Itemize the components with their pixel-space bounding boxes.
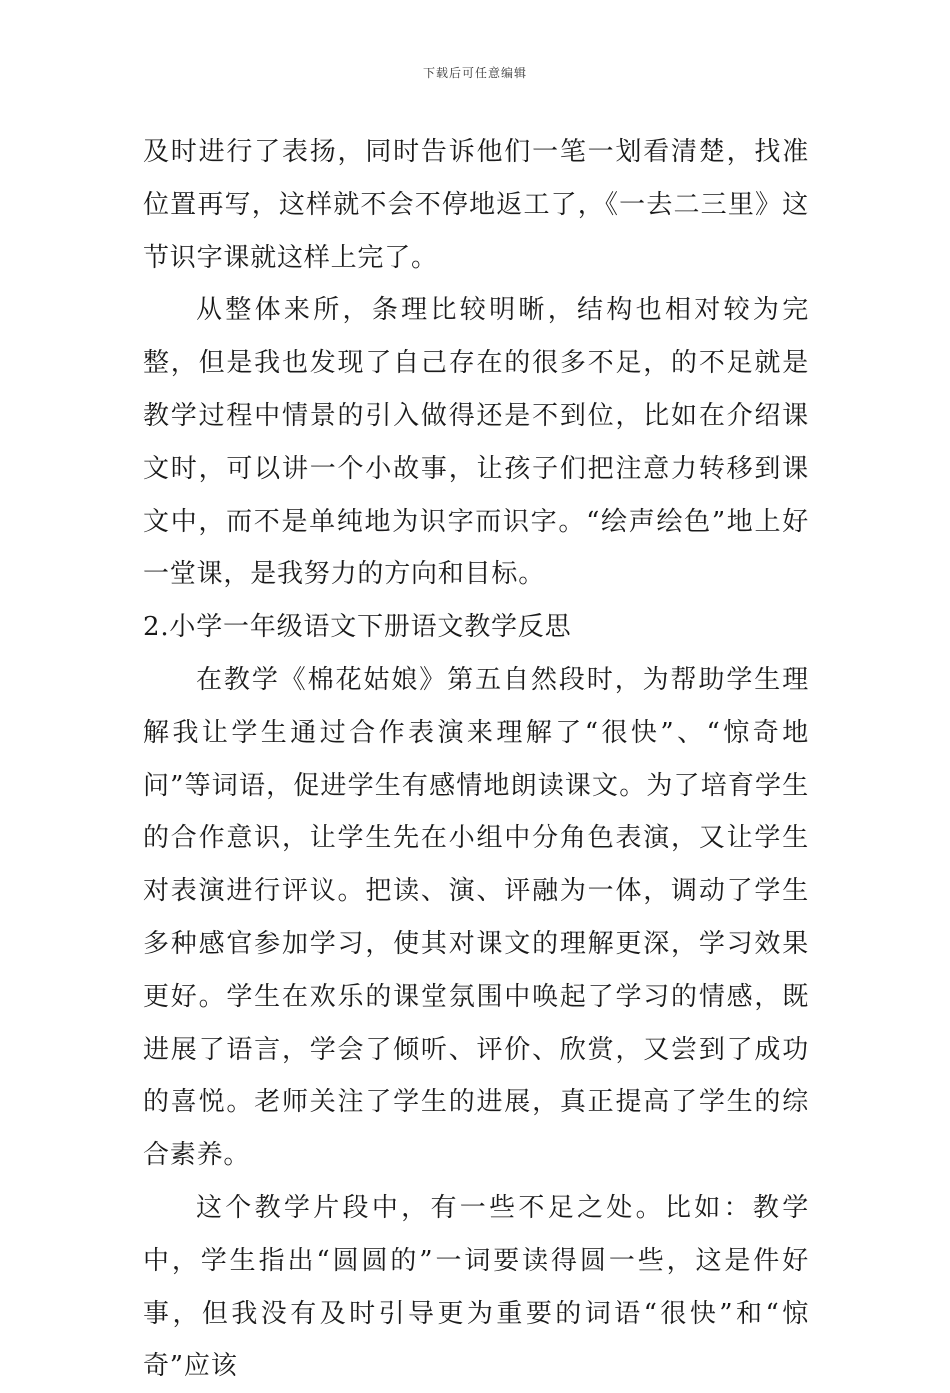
paragraph-teaching-example: 在教学《棉花姑娘》第五自然段时，为帮助学生理解我让学生通过合作表演来理解了“很快”、“惊奇地问”等词语，促进学生有感情地朗读课文。为了培育学生的合作意识，让学生先在小组中分角色表演，又让学生对表演进行评议。把读、演、评融为一体，调动了学生多种感官参加学习，使其对课文的理解更深，学习效果更好。学生在欢乐的课堂氛围中唤起了学习的情感，既进展了语言，学会了倾听、评价、欣赏，又尝到了成功的喜悦。老师关注了学生的进展，真正提高了学生的综合素养。 [143,664,809,1171]
page-header: 下载后可任意编辑 [422,66,527,80]
paragraph-continuation: 及时进行了表扬，同时告诉他们一笔一划看清楚，找准位置再写，这样就不会不停地返工了，《一去二三里》这节识字课就这样上完了。 [143,137,809,273]
paragraph-reflection-summary: 从整体来所，条理比较明晰，结构也相对较为完整，但是我也发现了自己存在的很多不足，的不足就是教学过程中情景的引入做得还是不到位，比如在介绍课文时，可以讲一个小故事，让孩子们把注意力转移到课文中，而不是单纯地为识字而识字。“绘声绘色”地上好一堂课，是我努力的方向和目标。 [143,295,809,590]
section-heading: 2.小学一年级语文下册语文教学反思 [143,612,572,643]
document-body [143,126,809,1393]
paragraph-shortcomings: 这个教学片段中，有一些不足之处。比如：教学中，学生指出“圆圆的”一词要读得圆一些，这是件好事，但我没有及时引导更为重要的词语“很快”和“惊奇”应该 [143,1192,809,1382]
